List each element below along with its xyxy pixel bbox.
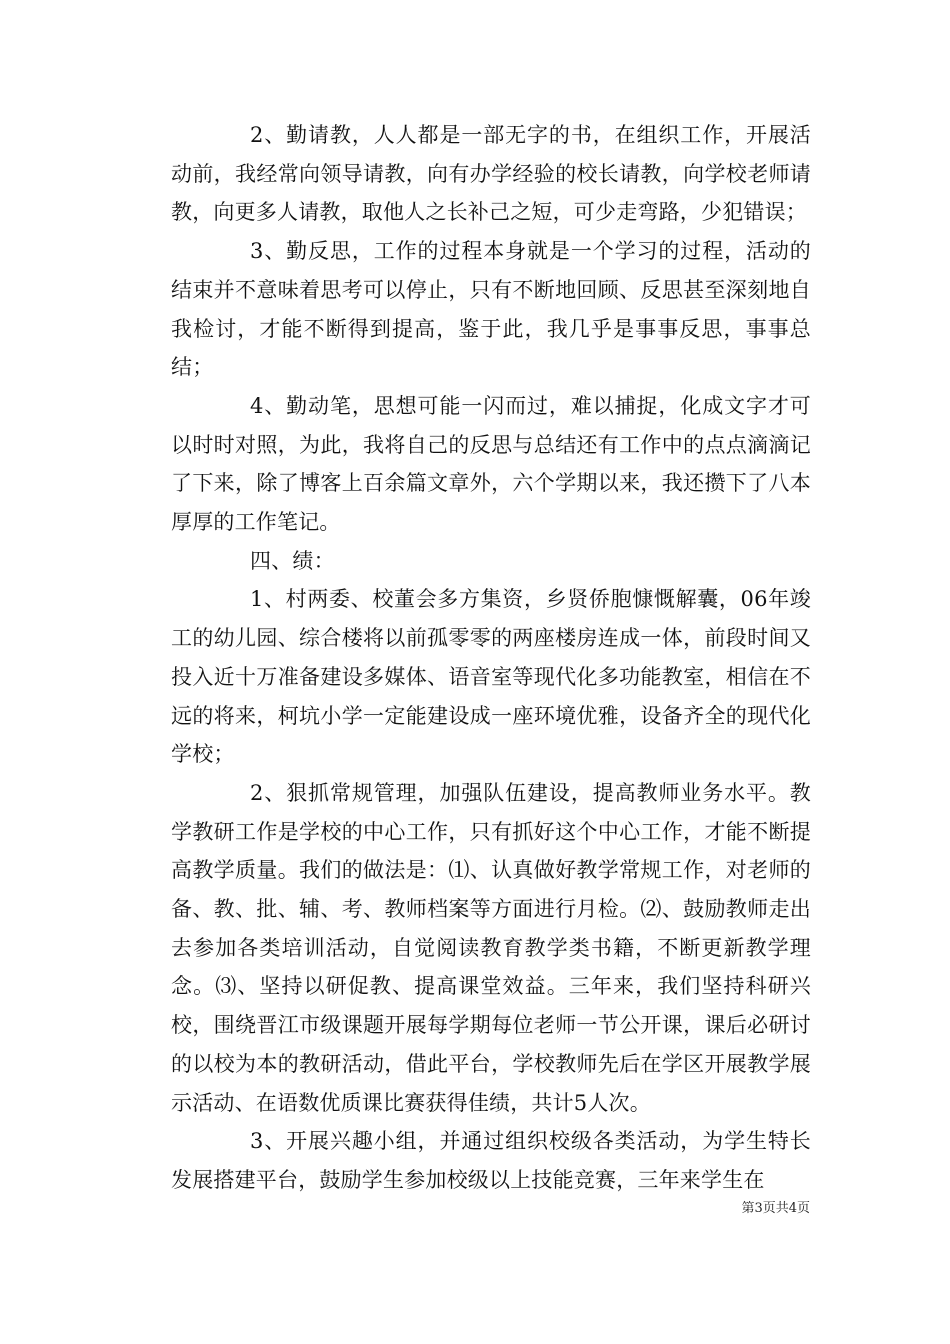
page-number-footer: 第3页共4页 [741, 1201, 810, 1216]
paragraph-interest-groups: 3、开展兴趣小组，并通过组织校级各类活动，为学生特长发展搭建平台，鼓励学生参加校级以上技能竞赛，三年来学生在 [171, 1129, 811, 1192]
paragraph-routine-management: 2、狠抓常规管理，加强队伍建设，提高教师业务水平。教学教研工作是学校的中心工作，只有抓好这个中心工作，才能不断提高教学质量。我们的做法是：⑴、认真做好教学常规工作，对老师的备、教、批、辅、考、教师档案等方面进行月检。⑵、鼓励教师走出去参加各类培训活动，自觉阅读教育教学类书籍，不断更新教学理念。⑶、坚持以研促教、提高课堂效益。三年来，我们坚持科研兴校，围绕晋江市级课题开展每学期每位老师一节公开课，课后必研讨的以校为本的教研活动，借此平台，学校教师先后在学区开展教学展示活动、在语数优质课比赛获得佳绩，共计5人次。 [171, 780, 811, 1115]
paragraph-fundraising: 1、村两委、校董会多方集资，乡贤侨胞慷慨解囊，06年竣工的幼儿园、综合楼将以前孤零零的两座楼房连成一体，前段时间又投入近十万准备建设多媒体、语音室等现代化多功能教室，相信在不远的将来，柯坑小学一定能建设成一座环境优雅，设备齐全的现代化学校； [171, 587, 811, 767]
section-heading-achievements: 四、绩： [250, 548, 335, 573]
paragraph-reflect: 3、勤反思，工作的过程本身就是一个学习的过程，活动的结束并不意味着思考可以停止，只有不断地回顾、反思甚至深刻地自我检讨，才能不断得到提高，鉴于此，我几乎是事事反思，事事总结； [171, 239, 811, 380]
paragraph-write-notes: 4、勤动笔，思想可能一闪而过，难以捕捉，化成文字才可以时时对照，为此，我将自己的反思与总结还有工作中的点点滴滴记了下来，除了博客上百余篇文章外，六个学期以来，我还攒下了八本厚厚的工作笔记。 [171, 393, 811, 535]
document-body [171, 116, 811, 1200]
paragraph-ask-for-advice: 2、勤请教，人人都是一部无字的书，在组织工作，开展活动前，我经常向领导请教，向有办学经验的校长请教，向学校老师请教，向更多人请教，取他人之长补己之短，可少走弯路，少犯错误； [171, 123, 811, 225]
